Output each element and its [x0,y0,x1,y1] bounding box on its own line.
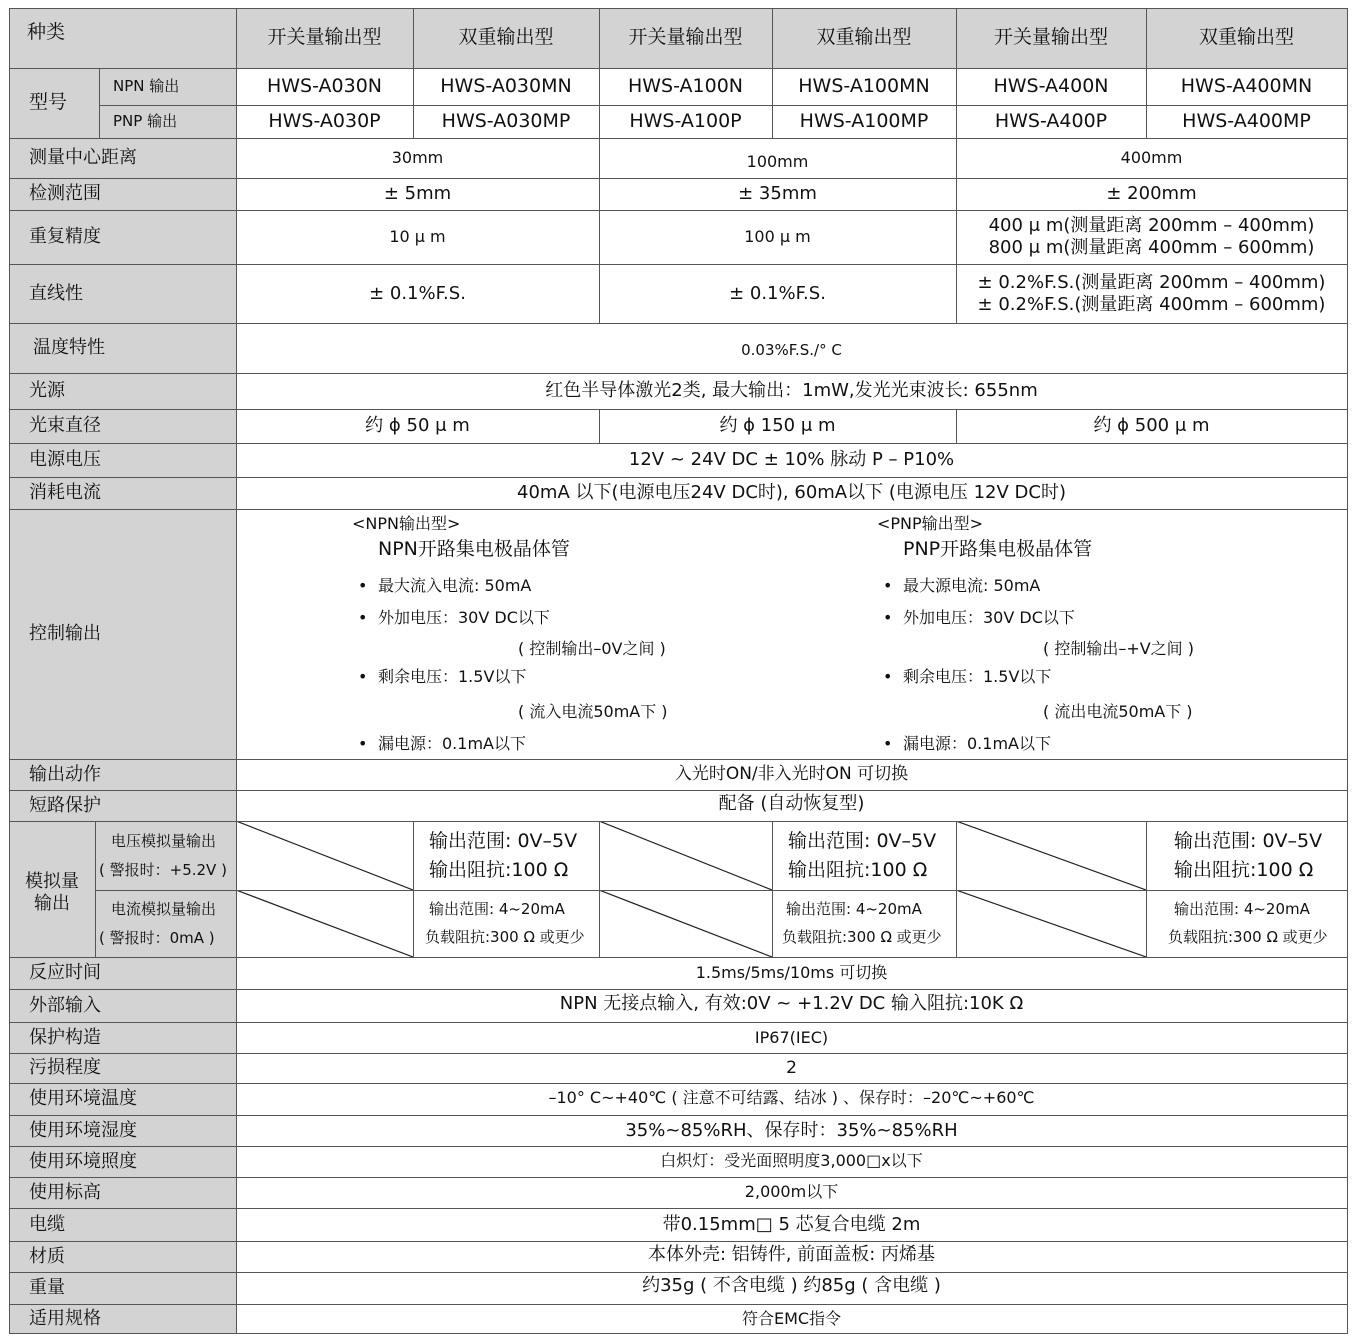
env-humidity-value: 35%~85%RH、保存时：35%~85%RH [625,1119,958,1141]
grid-line [9,210,1347,211]
grid-line [599,409,600,443]
model-label: 型号 [29,91,68,114]
grid-line [772,8,773,138]
not-applicable-slash [236,890,413,957]
material-value: 本体外壳: 铝铸件, 前面盖板: 丙烯基 [647,1244,935,1266]
env-temperature-value: –10° C~+40℃ ( 注意不可结露、结冰 ) 、保存时：–20℃~+60℃ [548,1088,1035,1108]
grid-line [9,443,1347,444]
grid-line [1146,821,1147,957]
temperature-value: 0.03%F.S./° C [741,340,842,359]
repeatability-label: 重复精度 [29,226,101,248]
grid-line [9,957,1347,958]
beam-diameter-value: 约 ϕ 500 μ m [1093,415,1210,437]
model-pnp: HWS-A400MP [1182,109,1311,132]
model-npn: HWS-A030MN [440,74,572,97]
model-npn: HWS-A400MN [1180,74,1313,97]
control-output-label: 控制输出 [29,623,101,645]
grid-line [9,1115,1347,1116]
voltage-analog-value [772,821,956,890]
repeatability-line-1: 400 μ m(测量距离 200mm – 400mm) [988,215,1315,237]
type-header: 双重输出型 [1198,26,1294,49]
current-range: 输出范围: 4~20mA [1174,899,1310,918]
not-applicable-slash [956,890,1146,957]
response-time-label: 反应时间 [29,962,101,984]
pollution-value: 2 [786,1057,797,1078]
grid-line [9,1022,1347,1023]
type-header: 双重输出型 [816,26,912,49]
grid-line [9,759,1347,760]
analog-label-b: 输出 [34,893,70,914]
grid-line [956,821,957,957]
not-applicable-slash [599,821,772,890]
grid-line [1347,8,1348,1334]
voltage-analog-label-b: ( 警报时：+5.2V ) [99,860,227,879]
weight-label: 重量 [29,1277,65,1299]
current-analog-label-b: ( 警报时：0mA ) [99,928,215,947]
center-distance-value: 400mm [1120,148,1183,168]
pnp-control-output [877,516,1277,756]
grid-line [9,1208,1347,1209]
model-npn: HWS-A100N [627,74,744,97]
linearity-value-range [956,264,1347,323]
beam-diameter-value: 约 ϕ 50 μ m [365,415,470,437]
grid-line [9,8,10,1334]
grid-line [9,323,1347,324]
grid-line [99,68,100,138]
type-header: 双重输出型 [458,26,554,49]
current-consumption-value: 40mA 以下(电源电压24V DC时), 60mA以下 (电源电压 12V DC时) [517,482,1066,504]
grid-line [9,477,1347,478]
pnp-type: <PNP输出型> [877,514,984,533]
pollution-label: 污损程度 [29,1057,101,1079]
repeatability-line-2: 800 μ m(测量距离 400mm – 600mm) [988,237,1315,258]
grid-line [99,105,1347,106]
grid-line [956,8,957,324]
type-header: 开关量输出型 [628,26,743,49]
analog-output-label [9,821,95,957]
grid-line [1146,8,1147,138]
weight-value: 约35g ( 不含电缆 ) 约85g ( 含电缆 ) [642,1274,941,1296]
pnp-max-current: • 最大源电流: 50mA [883,578,1040,594]
not-applicable-slash [599,890,772,957]
npn-leakage: • 漏电源：0.1mA以下 [358,736,526,752]
beam-diameter-label: 光束直径 [29,415,101,437]
pnp-applied-note: ( 控制输出–+V之间 ) [1043,639,1195,658]
current-load: 负载阻抗:300 Ω 或更少 [782,927,942,946]
model-pnp: HWS-A400P [994,109,1108,132]
grid-line [956,409,957,443]
external-input-label: 外部输入 [29,994,101,1016]
grid-line [9,138,1347,139]
not-applicable-slash [956,821,1146,890]
grid-line [9,1053,1347,1054]
center-distance-label: 测量中心距离 [29,147,137,169]
npn-control-output [352,516,752,756]
type-header: 开关量输出型 [267,26,382,49]
voltage-range: 输出范围: 0V–5V [429,830,578,852]
supply-voltage-label: 电源电压 [29,449,101,471]
grid-line [413,821,414,957]
pnp-leakage: • 漏电源：0.1mA以下 [883,736,1051,752]
grid-line [9,1083,1347,1084]
npn-type: <NPN输出型> [352,514,461,533]
pnp-applied-voltage: • 外加电压：30V DC以下 [883,610,1075,626]
grid-line [9,1177,1347,1178]
grid-line [9,989,1347,990]
beam-diameter-value: 约 ϕ 150 μ m [719,415,836,437]
model-pnp: HWS-A100MP [799,109,929,132]
npn-residual-voltage: • 剩余电压：1.5V以下 [358,669,526,685]
detect-range-value: ± 35mm [738,183,817,205]
current-load: 负载阻抗:300 Ω 或更少 [1168,927,1328,946]
model-npn: HWS-A030N [266,74,383,97]
standard-label: 适用规格 [29,1307,101,1329]
env-temperature-label: 使用环境温度 [29,1088,137,1110]
current-analog-label-a: 电流模拟量输出 [111,900,217,918]
repeatability-value: 100 μ m [744,227,811,247]
grid-line [95,821,96,957]
detect-range-value: ± 200mm [1106,183,1197,205]
current-load: 负载阻抗:300 Ω 或更少 [425,927,585,946]
npn-applied-voltage: • 外加电压：30V DC以下 [358,610,550,626]
grid-line [599,821,600,957]
current-analog-value [413,890,599,957]
cable-value: 带0.15mm□ 5 芯复合电缆 2m [662,1213,921,1235]
pnp-output-label: PNP 输出 [113,112,178,131]
temperature-label: 温度特性 [33,337,105,359]
linearity-value: ± 0.1%F.S. [729,282,826,304]
grid-line [599,8,600,324]
light-source-value: 红色半导体激光2类, 最大输出：1mW,发光光束波长: 655nm [545,380,1038,402]
grid-line [9,1241,1347,1242]
env-light-value: 白炽灯：受光面照明度3,000□x以下 [660,1151,923,1171]
pnp-residual-voltage: • 剩余电压：1.5V以下 [883,669,1051,685]
voltage-analog-label [95,821,236,890]
linearity-line-1: ± 0.2%F.S.(测量距离 200mm – 400mm) [977,271,1326,293]
grid-line [413,8,414,138]
current-analog-value [1146,890,1347,957]
grid-line [9,1333,1347,1334]
voltage-range: 输出范围: 0V–5V [1174,830,1323,852]
npn-max-current: • 最大流入电流: 50mA [358,578,531,594]
short-protect-label: 短路保护 [29,794,101,816]
material-label: 材质 [29,1245,65,1267]
external-input-value: NPN 无接点输入, 有效:0V ~ +1.2V DC 输入阻抗:10K Ω [559,993,1024,1015]
short-protect-value: 配备 (自动恢复型) [718,793,865,815]
current-analog-label [95,890,236,957]
analog-label-a: 模拟量 [25,871,79,893]
center-distance-value: 100mm [746,152,809,172]
altitude-label: 使用标高 [29,1181,101,1203]
grid-line [236,8,237,1334]
voltage-range: 输出范围: 0V–5V [788,830,937,852]
model-pnp: HWS-A100P [629,109,742,132]
grid-line [9,178,1347,179]
linearity-line-2: ± 0.2%F.S.(测量距离 400mm – 600mm) [977,293,1326,315]
grid-line [9,409,1347,410]
model-pnp: HWS-A030P [268,109,381,132]
standard-value: 符合EMC指令 [741,1308,842,1328]
model-npn: HWS-A100MN [798,74,930,97]
not-applicable-slash [236,821,413,890]
response-time-value: 1.5ms/5ms/10ms 可切换 [695,963,888,983]
npn-applied-note: ( 控制输出–0V之间 ) [518,639,666,658]
npn-output-label: NPN 输出 [113,77,180,96]
npn-residual-note: ( 流入电流50mA下 ) [518,702,668,721]
grid-line [9,1146,1347,1147]
detect-range-label: 检测范围 [29,183,101,205]
grid-line [9,373,1347,374]
altitude-value: 2,000m以下 [744,1182,839,1202]
grid-line [9,264,1347,265]
center-distance-value: 30mm [391,148,444,168]
output-action-value: 入光时ON/非入光时ON 可切换 [674,764,909,785]
linearity-label: 直线性 [29,282,83,304]
grid-line [95,890,1347,891]
voltage-analog-value [1146,821,1347,890]
npn-title: NPN开路集电极晶体管 [378,538,570,560]
output-action-label: 输出动作 [29,763,101,785]
light-source-label: 光源 [29,380,65,402]
grid-line [9,1272,1347,1273]
type-header: 开关量输出型 [993,26,1108,49]
voltage-impedance: 输出阻抗:100 Ω [429,858,569,881]
model-npn: HWS-A400N [993,74,1109,97]
current-range: 输出范围: 4~20mA [786,899,922,918]
grid-line [772,821,773,957]
supply-voltage-value: 12V ~ 24V DC ± 10% 脉动 P – P10% [628,449,955,471]
current-consumption-label: 消耗电流 [29,482,101,504]
grid-line [9,1304,1347,1305]
pnp-title: PNP开路集电极晶体管 [903,538,1093,560]
voltage-impedance: 输出阻抗:100 Ω [1174,858,1314,881]
category-label: 种类 [27,21,66,44]
protection-value: IP67(IEC) [754,1027,829,1047]
voltage-analog-label-a: 电压模拟量输出 [111,832,217,850]
grid-line [9,509,1347,510]
repeatability-value-range [956,210,1347,264]
voltage-impedance: 输出阻抗:100 Ω [788,858,928,881]
voltage-analog-value [413,821,599,890]
current-range: 输出范围: 4~20mA [429,899,565,918]
model-pnp: HWS-A030MP [441,109,571,132]
env-humidity-label: 使用环境湿度 [29,1119,137,1141]
pnp-residual-note: ( 流出电流50mA下 ) [1043,702,1193,721]
current-analog-value [772,890,956,957]
cable-label: 电缆 [29,1213,65,1235]
repeatability-value: 10 μ m [389,227,446,247]
grid-line [9,790,1347,791]
detect-range-value: ± 5mm [383,183,452,205]
env-light-label: 使用环境照度 [29,1150,137,1172]
linearity-value: ± 0.1%F.S. [369,282,466,304]
protection-label: 保护构造 [29,1026,101,1048]
